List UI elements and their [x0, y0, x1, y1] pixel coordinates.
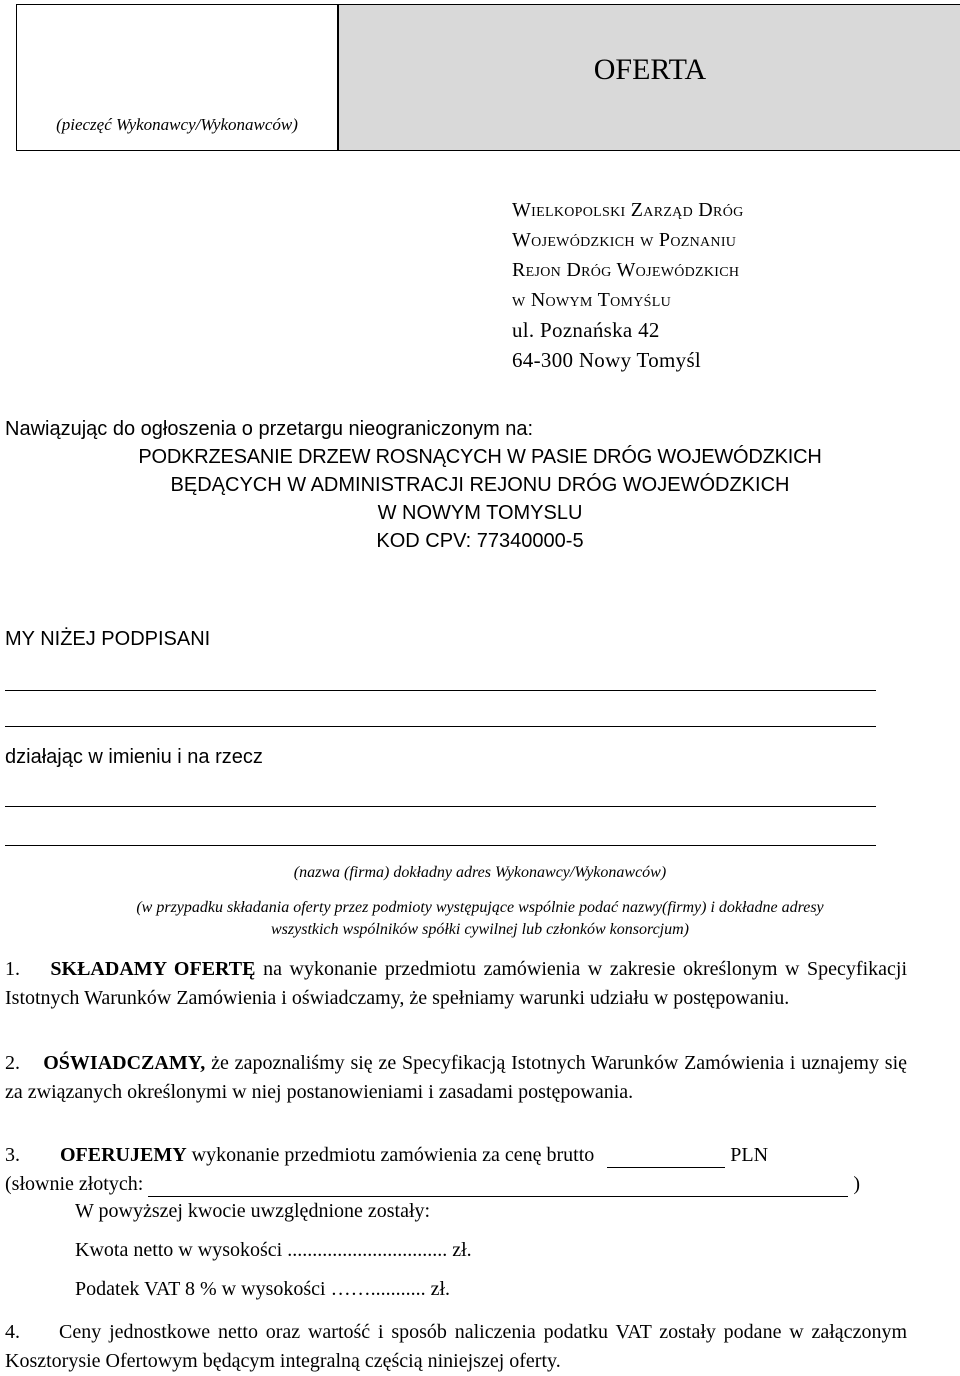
gross-price-field[interactable]: [607, 1144, 725, 1168]
recipient-line-2: Wojewódzkich w Poznaniu: [512, 229, 737, 251]
paragraph-3-number: 3.: [5, 1144, 20, 1166]
joint-note-1: (w przypadku składania oferty przez podmioty występujące wspólnie podać nazwy(firmy) i dokładne adresy: [136, 899, 824, 916]
price-in-words-field[interactable]: [148, 1173, 848, 1197]
recipient-line-1: Wielkopolski Zarząd Dróg: [512, 199, 744, 221]
paragraph-2-text: że zapoznaliśmy się ze Specyfikacją Istotnych Warunków Zamówienia i uznajemy się za związanych określonymi w niej postanowieniami i zasadami postępowania.: [5, 1052, 908, 1103]
words-close-label: ): [853, 1173, 860, 1195]
paragraph-1: [5, 955, 907, 1013]
recipient-street: ul. Poznańska 42: [512, 318, 660, 342]
signatory-field-2[interactable]: [5, 726, 876, 727]
subject-line-3: W NOWYM TOMYSLU: [377, 502, 583, 524]
offer-title: OFERTA: [593, 53, 707, 86]
paragraph-3-bold: OFERUJEMY: [60, 1144, 187, 1166]
paragraph-1-text: na wykonanie przedmiotu zamówienia w zakresie określonym w Specyfikacji Istotnych Warunków Zamówienia i oświadczamy, że spełniamy warunki udziału w postępowaniu.: [5, 958, 907, 1009]
subject-line-2: BĘDĄCYCH W ADMINISTRACJI REJONU DRÓG WOJEWÓDZKICH: [170, 474, 790, 496]
included-label: W powyższej kwocie uwzględnione zostały:: [75, 1200, 431, 1222]
signed-label: MY NIŻEJ PODPISANI: [5, 628, 211, 650]
contractor-field-2[interactable]: [5, 845, 876, 846]
paragraph-4-number: 4.: [5, 1321, 20, 1343]
subject-line-4: KOD CPV: 77340000-5: [376, 530, 584, 552]
contractor-stamp-box: [16, 4, 338, 151]
recipient-city: 64-300 Nowy Tomyśl: [512, 348, 702, 372]
paragraph-2-number: 2.: [5, 1052, 20, 1074]
vat-amount-line[interactable]: Podatek VAT 8 % w wysokości ……........... zł.: [75, 1278, 450, 1300]
net-amount-line[interactable]: Kwota netto w wysokości ................................ zł.: [75, 1239, 472, 1261]
joint-note-2: wszystkich wspólników spółki cywilnej lub członków konsorcjum): [270, 921, 690, 938]
paragraph-3-text: wykonanie przedmiotu zamówienia za cenę brutto: [186, 1144, 595, 1166]
recipient-line-4: w Nowym Tomyślu: [512, 289, 672, 311]
acting-label: działając w imieniu i na rzecz: [5, 746, 263, 768]
stamp-label: (pieczęć Wykonawcy/Wykonawców): [56, 115, 298, 134]
contractor-field-1[interactable]: [5, 806, 876, 807]
paragraph-1-bold: SKŁADAMY OFERTĘ: [50, 958, 256, 980]
subject-line-1: PODKRZESANIE DRZEW ROSNĄCYCH W PASIE DRÓG WOJEWÓDZKICH: [138, 446, 822, 468]
contractor-note: (nazwa (firma) dokładny adres Wykonawcy/Wykonawców): [293, 864, 667, 881]
paragraph-2: [5, 1049, 907, 1107]
title-box: [338, 4, 960, 151]
paragraph-3-line-2: [5, 1173, 860, 1197]
intro-text: Nawiązując do ogłoszenia o przetargu nieograniczonym na:: [5, 418, 534, 440]
paragraph-4-text: Ceny jednostkowe netto oraz wartość i sposób naliczenia podatku VAT zostały podane w załączonym Kosztorysie Ofertowym będącym integralną częścią niniejszej oferty.: [5, 1321, 907, 1372]
signatory-field-1[interactable]: [5, 690, 876, 691]
recipient-line-3: Rejon Dróg Wojewódzkich: [512, 259, 740, 281]
paragraph-3-line-1: [5, 1144, 768, 1168]
words-open-label: (słownie złotych:: [5, 1173, 144, 1195]
currency-label: PLN: [730, 1144, 769, 1166]
paragraph-4: [5, 1318, 907, 1376]
paragraph-2-bold: OŚWIADCZAMY,: [43, 1052, 206, 1074]
paragraph-1-number: 1.: [5, 958, 20, 980]
